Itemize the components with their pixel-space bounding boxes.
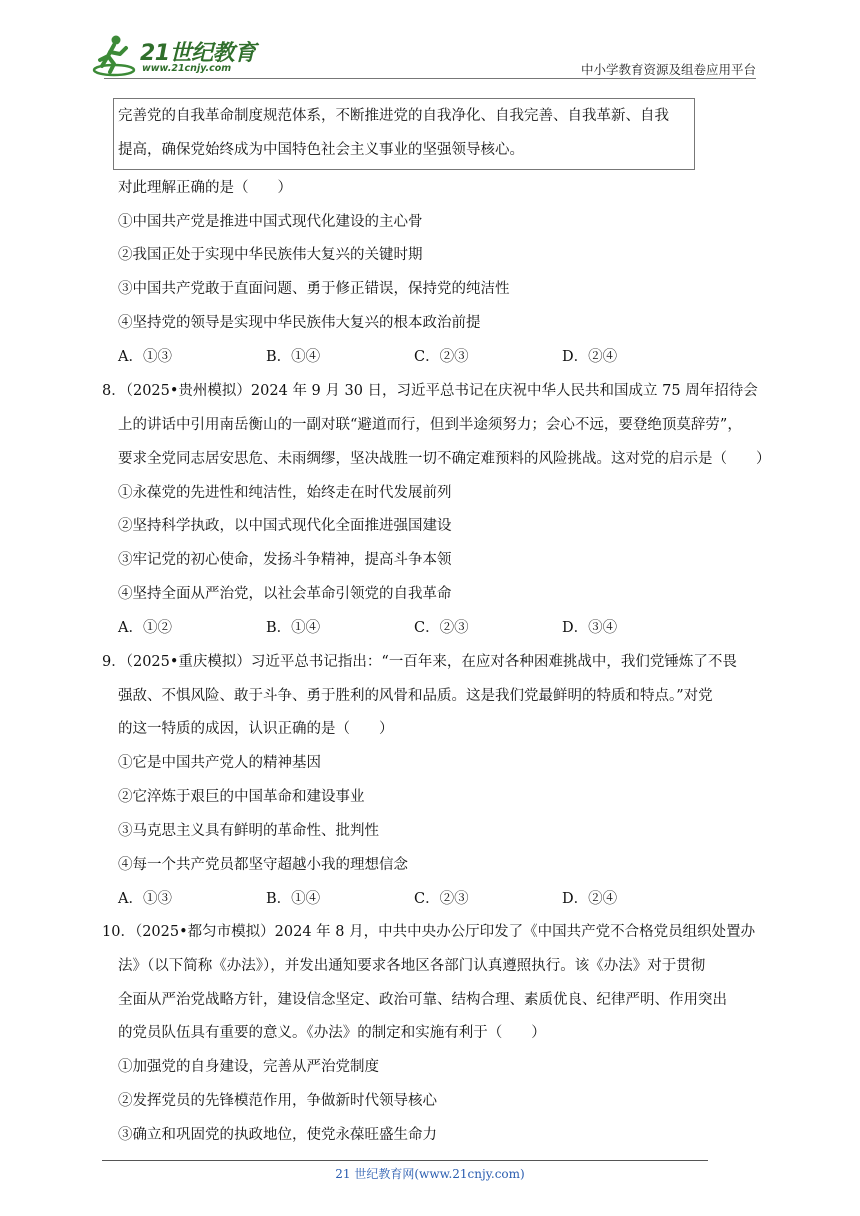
footer-divider [102,1160,708,1161]
option-c[interactable]: C．②③ [414,891,469,907]
statement-item: ①加强党的自身建设，完善从严治党制度 [118,1059,379,1075]
question-8-stem: 上的讲话中引用南岳衡山的一副对联“避道而行，但到半途须努力；会心不远，要登绝顶莫辞劳”， [118,417,742,433]
statement-item: ③确立和巩固党的执政地位，使党永葆旺盛生命力 [118,1127,437,1143]
option-c[interactable]: C．②③ [414,349,469,365]
question-10-stem: 法》（以下简称《办法》），并发出通知要求各地区各部门认真遵照执行。该《办法》对于贯彻 [118,958,706,974]
material-line: 提高，确保党始终成为中国特色社会主义事业的坚强领导核心。 [118,142,524,158]
question-9-stem: 的这一特质的成因，认识正确的是（ ） [118,721,394,737]
statement-item: ③中国共产党敢于直面问题、勇于修正错误，保持党的纯洁性 [118,281,510,297]
question-9-stem: 9．（2025•重庆模拟）习近平总书记指出：“一百年来，在应对各种困难挑战中，我们党锤炼了不畏 [102,654,737,670]
option-d[interactable]: D．③④ [562,620,618,636]
option-c[interactable]: C．②③ [414,620,469,636]
option-a[interactable]: A．①② [118,620,172,636]
site-logo[interactable] [92,34,262,78]
option-d[interactable]: D．②④ [562,349,618,365]
logo-url: www.21cnjy.com [142,63,232,74]
option-b[interactable]: B．①④ [266,891,321,907]
platform-name: 中小学教育资源及组卷应用平台 [580,62,756,77]
statement-item: ②它淬炼于艰巨的中国革命和建设事业 [118,789,365,805]
option-b[interactable]: B．①④ [266,620,321,636]
question-prompt: 对此理解正确的是（ ） [118,180,292,196]
question-8-stem: 8．（2025•贵州模拟）2024 年 9 月 30 日，习近平总书记在庆祝中华人民共和国成立 75 周年招待会 [102,383,758,399]
header-divider [104,78,756,79]
option-d[interactable]: D．②④ [562,891,618,907]
statement-item: ③牢记党的初心使命，发扬斗争精神，提高斗争本领 [118,552,452,568]
statement-item: ①中国共产党是推进中国式现代化建设的主心骨 [118,214,423,230]
question-10-stem: 10．（2025•都匀市模拟）2024 年 8 月，中共中央办公厅印发了《中国共产党不合格党员组织处置办 [102,924,756,940]
question-9-stem: 强敌、不惧风险、敢于斗争、勇于胜利的风骨和品质。这是我们党最鲜明的特质和特点。”对党 [118,688,713,704]
logo-title: 21世纪教育 [140,41,256,66]
option-b[interactable]: B．①④ [266,349,321,365]
question-10-stem: 的党员队伍具有重要的意义。《办法》的制定和实施有利于（ ） [118,1025,546,1041]
statement-item: ①永葆党的先进性和纯洁性，始终走在时代发展前列 [118,485,452,501]
footer-link[interactable]: 21 世纪教育网(www.21cnjy.com) [335,1167,525,1181]
statement-item: ④坚持党的领导是实现中华民族伟大复兴的根本政治前提 [118,315,481,331]
statement-item: ④每一个共产党员都坚守超越小我的理想信念 [118,857,408,873]
question-8-stem: 要求全党同志居安思危、未雨绸缪，坚决战胜一切不确定难预料的风险挑战。这对党的启示是（ ） [118,451,771,467]
statement-item: ④坚持全面从严治党，以社会革命引领党的自我革命 [118,586,452,602]
statement-item: ②发挥党员的先锋模范作用，争做新时代领导核心 [118,1093,437,1109]
material-line: 完善党的自我革命制度规范体系，不断推进党的自我净化、自我完善、自我革新、自我 [118,108,669,124]
statement-item: ①它是中国共产党人的精神基因 [118,755,321,771]
statement-item: ③马克思主义具有鲜明的革命性、批判性 [118,823,379,839]
option-a[interactable]: A．①③ [118,349,172,365]
question-10-stem: 全面从严治党战略方针，建设信念坚定、政治可靠、结构合理、素质优良、纪律严明、作用突出 [118,992,727,1008]
statement-item: ②我国正处于实现中华民族伟大复兴的关键时期 [118,247,423,263]
statement-item: ②坚持科学执政，以中国式现代化全面推进强国建设 [118,518,452,534]
option-a[interactable]: A．①③ [118,891,172,907]
page-header [0,0,860,80]
runner-logo-icon [92,34,144,78]
